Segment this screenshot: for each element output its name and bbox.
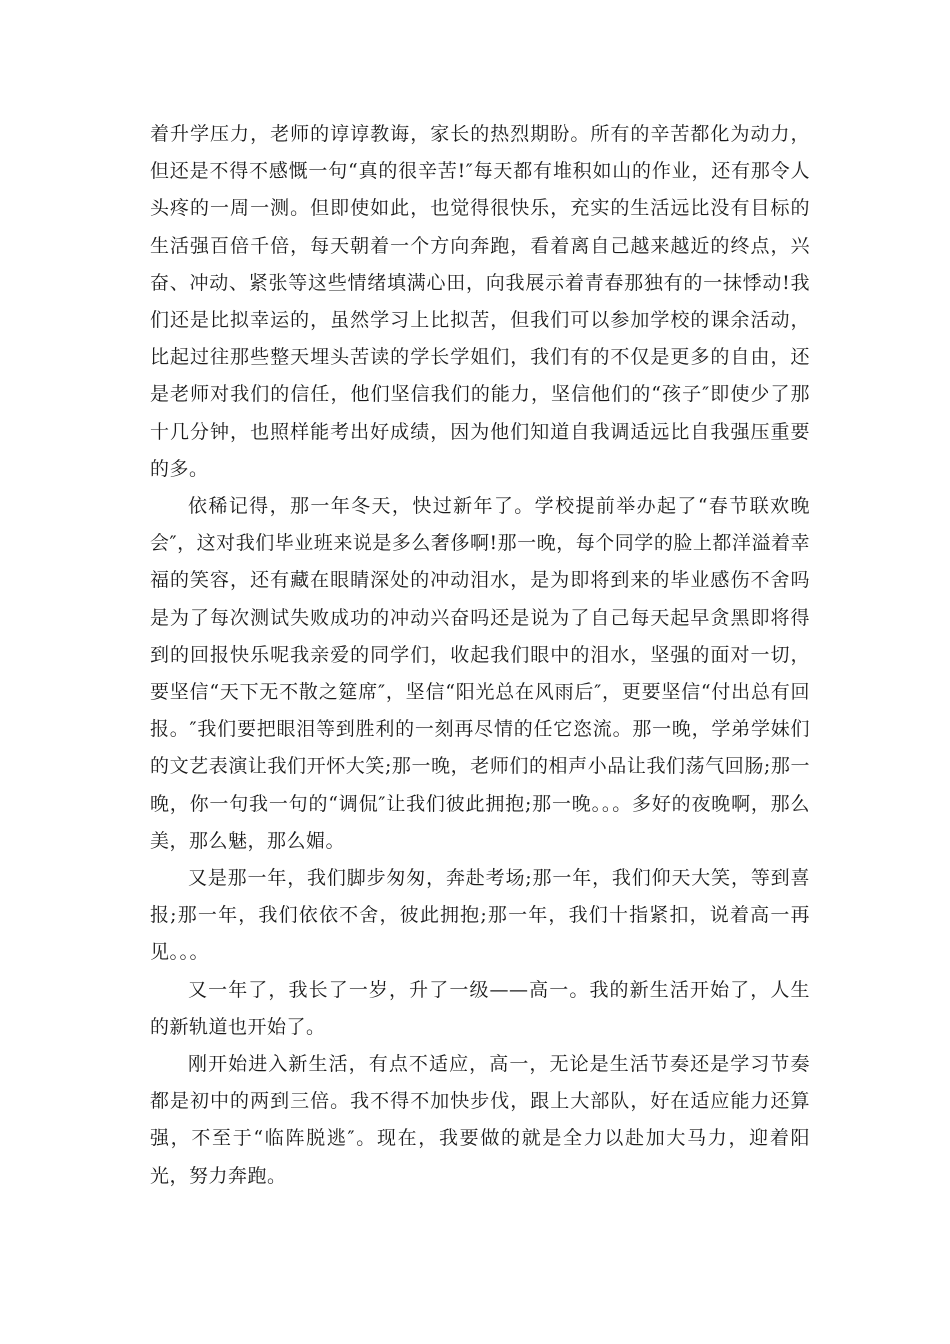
- paragraph-1: 着升学压力，老师的谆谆教诲，家长的热烈期盼。所有的辛苦都化为动力，但还是不得不感慨一句“真的很辛苦!″每天都有堆积如山的作业，还有那令人头疼的一周一测。但即使如此，也觉得很快乐，充实的生活远比没有目标的生活强百倍千倍，每天朝着一个方向奔跑，看着离自己越来越近的终点，兴奋、冲动、紧张等这些情绪填满心田，向我展示着青春那独有的一抹悸动!我们还是比拟幸运的，虽然学习上比拟苦，但我们可以参加学校的课余活动，比起过往那些整天埋头苦读的学长学姐们，我们有的不仅是更多的自由，还是老师对我们的信任，他们坚信我们的能力，坚信他们的“孩子″即使少了那十几分钟，也照样能考出好成绩，因为他们知道自我调适远比自我强压重要的多。: [150, 123, 810, 480]
- paragraph-3: 又是那一年，我们脚步匆匆，奔赴考场;那一年，我们仰天大笑，等到喜报;那一年，我们依依不舍，彼此拥抱;那一年，我们十指紧扣，说着高一再见。。。: [150, 867, 810, 964]
- paragraph-5: 刚开始进入新生活，有点不适应，高一，无论是生活节奏还是学习节奏都是初中的两到三倍。我不得不加快步伐，跟上大部队，好在适应能力还算强，不至于“临阵脱逃″。现在，我要做的就是全力以赴加大马力，迎着阳光，努力奔跑。: [150, 1053, 810, 1187]
- paragraph-4: 又一年了，我长了一岁，升了一级——高一。我的新生活开始了，人生的新轨道也开始了。: [150, 978, 810, 1038]
- article-body: [150, 116, 810, 1195]
- paragraph-2: 依稀记得，那一年冬天，快过新年了。学校提前举办起了“春节联欢晚会″，这对我们毕业班来说是多么奢侈啊!那一晚，每个同学的脸上都洋溢着幸福的笑容，还有藏在眼睛深处的冲动泪水，是为即将到来的毕业感伤不舍吗是为了每次测试失败成功的冲动兴奋吗还是说为了自己每天起早贪黑即将得到的回报快乐呢我亲爱的同学们，收起我们眼中的泪水，坚强的面对一切，要坚信“天下无不散之筵席″，坚信“阳光总在风雨后″，更要坚信“付出总有回报。″我们要把眼泪等到胜利的一刻再尽情的任它恣流。那一晚，学弟学妹们的文艺表演让我们开怀大笑;那一晚，老师们的相声小品让我们荡气回肠;那一晚，你一句我一句的“调侃″让我们彼此拥抱;那一晚。。。多好的夜晚啊，那么美，那么魅，那么媚。: [150, 495, 810, 852]
